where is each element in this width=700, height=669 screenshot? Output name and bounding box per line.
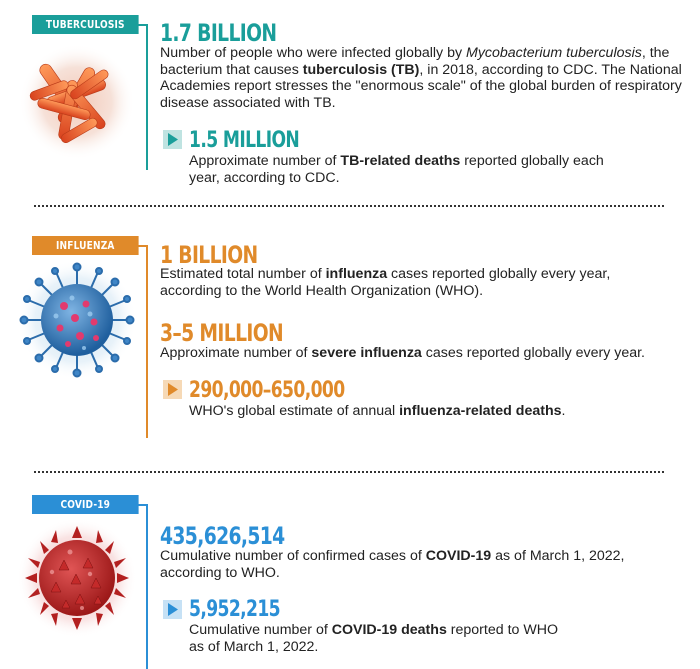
play-arrow-icon — [163, 600, 182, 619]
flu-stat-deaths-desc: WHO's global estimate of annual influenza-related deaths. — [189, 403, 566, 419]
tb-stat-infected-value: 1.7 BILLION — [160, 19, 277, 47]
tb-stat-deaths-desc: Approximate number of TB-related deaths reported globally each year, according to CDC. — [189, 153, 604, 186]
covid-stat-deaths-desc: Cumulative number of COVID-19 deaths reported to WHO as of March 1, 2022. — [189, 622, 559, 655]
flu-stat-cases-value: 1 BILLION — [160, 241, 258, 269]
coronavirus-icon — [12, 516, 142, 641]
section-divider — [34, 471, 664, 473]
covid-stat-cases-value: 435,626,514 — [160, 522, 285, 550]
covid-tag: COVID-19 — [32, 495, 139, 514]
tuberculosis-rule — [146, 24, 148, 170]
flu-stat-cases-desc: Estimated total number of influenza cases reported globally every year, according to the World Health Organization (WHO). — [160, 266, 611, 299]
covid-stat-deaths-value: 5,952,215 — [189, 597, 281, 622]
flu-stat-severe-desc: Approximate number of severe influenza cases reported globally every year. — [160, 345, 646, 361]
influenza-virus-icon — [12, 258, 142, 383]
tb-stat-deaths-value: 1.5 MILLION — [189, 128, 300, 153]
covid-stat-cases-desc: Cumulative number of confirmed cases of COVID-19 as of March 1, 2022, according to WHO. — [160, 548, 625, 581]
flu-stat-severe-value: 3–5 MILLION — [160, 319, 284, 347]
play-arrow-icon — [163, 380, 182, 399]
influenza-rule — [146, 245, 148, 438]
tb-stat-infected-desc: Number of people who were infected globally by Mycobacterium tuberculosis, the bacterium that causes tuberculosis (TB), in 2018, according to CDC. The National Academies report stresses the "enormous scale" of the global burden of respiratory disease associated with TB. — [160, 45, 682, 111]
section-divider — [34, 205, 664, 207]
flu-stat-deaths-value: 290,000–650,000 — [189, 378, 345, 403]
influenza-tag: INFLUENZA — [32, 236, 139, 255]
covid-rule — [146, 504, 148, 669]
tuberculosis-tag: TUBERCULOSIS — [32, 15, 139, 34]
play-arrow-icon — [163, 130, 182, 149]
bacteria-rods-icon — [15, 40, 140, 165]
